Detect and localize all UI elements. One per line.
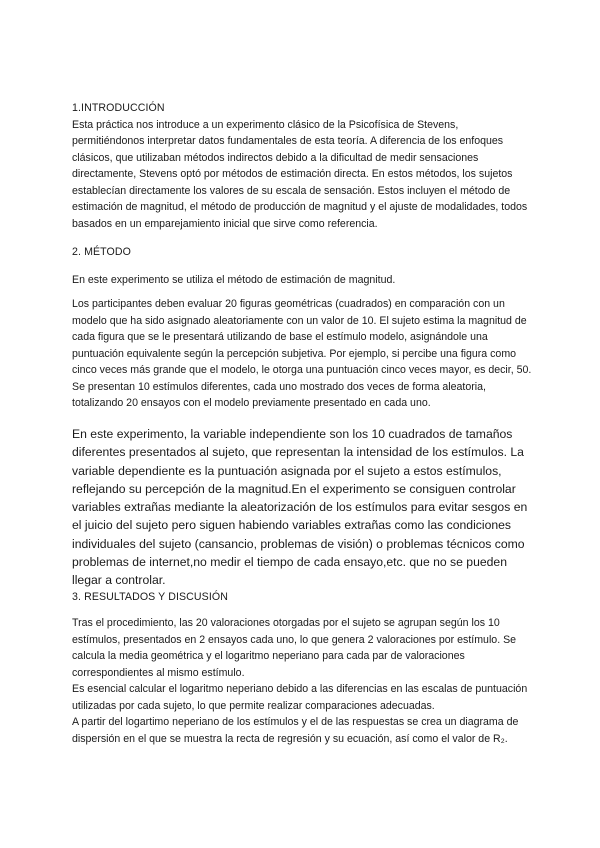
results-heading-block (72, 589, 532, 606)
results-paragraph-1: Tras el procedimiento, las 20 valoraciones otorgadas por el sujeto se agrupan según los 10 estímulos, presentados en 2 ensayos cada uno, lo que genera 2 valoraciones por estímulo. Se calcula la media geométrica y el logaritmo neperiano para cada par de valoraciones correspondientes al mismo estímulo. (72, 617, 517, 679)
method-paragraph-2-block (72, 296, 532, 412)
method-paragraph-2: Los participantes deben evaluar 20 figuras geométricas (cuadrados) en comparación con un modelo que ha sido asignado aleatoriamente con un valor de 10. El sujeto estima la magnitud de cada figura que se le presentará utilizando de base el estímulo modelo, asignándole una puntuación equivalente según la percepción subjetiva. Por ejemplo, si percibe una figura como cinco veces más grande que el modelo, le otorga una puntuación cinco veces mayor, es decir, 50. Se presentan 10 estímulos diferentes, cada uno mostrado dos veces de forma aleatoria, totalizando 20 ensayos con el modelo previamente presentado en cada uno. (72, 298, 532, 409)
method-heading-block (72, 244, 532, 261)
method-paragraph-1-block (72, 272, 532, 289)
results-paragraph-2: Es esencial calcular el logaritmo neperiano debido a las diferencias en las escalas de puntuación utilizadas por cada sujeto, lo que permite realizar comparaciones adecuadas. (72, 683, 528, 712)
intro-paragraph: Esta práctica nos introduce a un experimento clásico de la Psicofísica de Stevens, permitiéndonos interpretar datos fundamentales de esta teoría. A diferencia de los enfoques clásicos, que utilizaban métodos indirectos debido a la dificultad de medir sensaciones directamente, Stevens optó por métodos de estimación directa. En estos métodos, los sujetos establecían directamente los valores de su escala de sensación. Estos incluyen el método de estimación de magnitud, el método de producción de magnitud y el ajuste de modalidades, todos basados en un emparejamiento inicial que sirve como referencia. (72, 118, 528, 230)
intro-section (72, 100, 532, 232)
intro-heading: 1.INTRODUCCIÓN (72, 102, 165, 114)
results-body (72, 615, 532, 747)
method-heading: 2. MÉTODO (72, 246, 131, 258)
results-paragraph-3: A partir del logartimo neperiano de los estímulos y el de las respuestas se crea un diagrama de dispersión en el que se muestra la recta de regresión y su ecuación, así como el valor de R₂. (72, 716, 519, 745)
method-paragraph-1: En este experimento se utiliza el método de estimación de magnitud. (72, 274, 396, 286)
method-paragraph-3: En este experimento, la variable independiente son los 10 cuadrados de tamaños diferentes presentados al sujeto, que representan la intensidad de los estímulos. La variable dependiente es la puntuación asignada por el sujeto a estos estímulos, reflejando su percepción de la magnitud.En el experimento se consiguen controlar variables extrañas mediante la aleatorización de los estímulos para evitar sesgos en el juicio del sujeto pero siguen habiendo variables extrañas como las condiciones individuales del sujeto (cansancio, problemas de visión) o problemas técnicos como problemas de internet,no medir el tiempo de cada ensayo,etc. que no se pueden llegar a controlar. (72, 427, 528, 588)
results-heading: 3. RESULTADOS Y DISCUSIÓN (72, 591, 228, 603)
method-paragraph-3-block (72, 425, 532, 590)
